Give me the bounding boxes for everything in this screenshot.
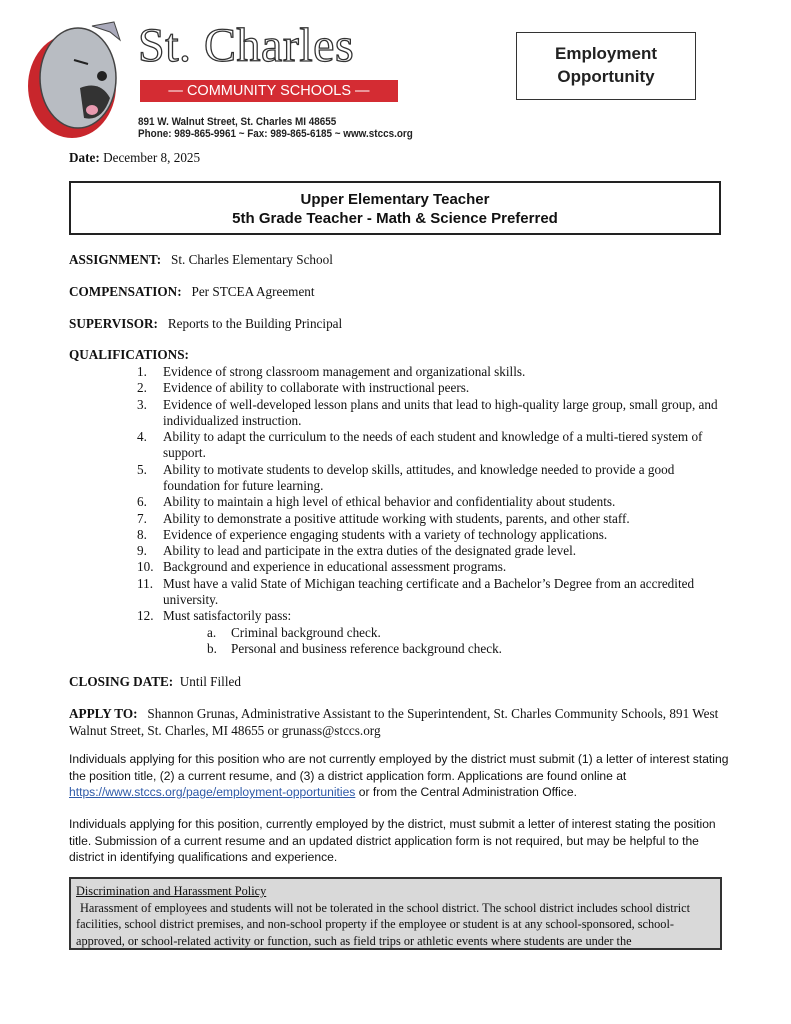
qualification-item <box>137 380 722 396</box>
item-number: 7. <box>137 511 147 526</box>
policy-text: Harassment of employees and students will not be tolerated in the school district. The school district includes school district facilities, school district premises, and non-school property if the employee or student is at any school-sponsored, school-approved, or school-related activity or function, such as field trips or athletic events where students are under the <box>76 900 691 948</box>
school-logo-title: St. Charles <box>138 19 355 72</box>
school-logo-subtitle: — COMMUNITY SCHOOLS — <box>140 80 398 102</box>
paragraph-text: Individuals applying for this position who are not currently employed by the district must submit (1) a letter of interest stating the position title, (2) a current resume, and (3) a district application form. Applications are found online at <box>69 752 729 783</box>
qualification-item <box>137 397 722 430</box>
item-text: Ability to lead and participate in the extra duties of the designated grade level. <box>163 543 577 558</box>
item-number: 1. <box>137 364 147 379</box>
date-value: December 8, 2025 <box>103 150 201 165</box>
item-text: Evidence of ability to collaborate with instructional peers. <box>163 380 470 395</box>
paragraph-text: or from the Central Administration Office. <box>355 785 577 799</box>
field-label: ASSIGNMENT: <box>69 252 162 267</box>
employment-opportunities-link[interactable]: https://www.stccs.org/page/employment-opportunities <box>69 785 356 799</box>
closing-date-field <box>69 674 241 690</box>
qualification-subitem <box>207 625 381 641</box>
qualification-item <box>137 527 722 543</box>
field-value: Reports to the Building Principal <box>167 316 343 331</box>
item-letter: a. <box>207 625 217 640</box>
job-title: Upper Elementary Teacher <box>300 191 490 208</box>
field-label: CLOSING DATE: <box>69 674 174 689</box>
badge-line: Opportunity <box>557 67 655 86</box>
apply-to-field <box>69 706 729 739</box>
qualification-item <box>137 576 722 609</box>
bulldog-mascot-logo <box>22 18 126 142</box>
qualifications-label <box>69 347 189 363</box>
external-applicants-paragraph <box>69 751 729 801</box>
item-letter: b. <box>207 641 217 656</box>
qualification-item <box>137 511 722 527</box>
qualification-subitem <box>207 641 502 657</box>
qualification-item <box>137 494 722 510</box>
item-number: 9. <box>137 543 147 558</box>
field-label: SUPERVISOR: <box>69 316 158 331</box>
item-text: Evidence of experience engaging students with a variety of technology applications. <box>163 527 608 542</box>
qualification-item <box>137 608 722 624</box>
item-number: 4. <box>137 429 147 444</box>
item-text: Ability to maintain a high level of ethical behavior and confidentiality about students. <box>163 494 616 509</box>
discrimination-policy-box <box>69 877 722 950</box>
item-text: Background and experience in educational assessment programs. <box>163 559 507 574</box>
job-title-box <box>69 181 721 235</box>
badge-line: Employment <box>554 44 658 63</box>
employment-opportunity-badge <box>516 32 696 100</box>
field-value: St. Charles Elementary School <box>170 252 333 267</box>
qualification-item <box>137 543 722 559</box>
address-line: 891 W. Walnut Street, St. Charles MI 48655 <box>138 116 337 128</box>
job-subtitle: 5th Grade Teacher - Math & Science Preferred <box>232 210 558 227</box>
contact-line: Phone: 989-865-9961 ~ Fax: 989-865-6185 ~ www.stccs.org <box>138 128 413 140</box>
item-text: Personal and business reference background check. <box>231 641 502 656</box>
item-text: Ability to adapt the curriculum to the needs of each student and knowledge of a multi-tiered system of support. <box>163 429 703 461</box>
item-number: 11. <box>137 576 153 591</box>
field-label: APPLY TO: <box>69 706 138 721</box>
supervisor-field <box>69 316 342 332</box>
field-label: QUALIFICATIONS: <box>69 347 189 362</box>
assignment-field <box>69 252 333 268</box>
item-number: 6. <box>137 494 147 509</box>
item-text: Criminal background check. <box>231 625 381 640</box>
field-value: Per STCEA Agreement <box>191 284 315 299</box>
item-text: Must have a valid State of Michigan teaching certificate and a Bachelor’s Degree from an accredited university. <box>163 576 695 608</box>
item-text: Must satisfactorily pass: <box>163 608 292 623</box>
item-number: 10. <box>137 559 154 574</box>
item-text: Ability to motivate students to develop skills, attitudes, and knowledge needed to provide a good foundation for future learning. <box>163 462 675 494</box>
field-label: COMPENSATION: <box>69 284 182 299</box>
school-address <box>138 116 413 140</box>
qualification-item <box>137 429 722 462</box>
item-text: Ability to demonstrate a positive attitude working with students, parents, and other staff. <box>163 511 630 526</box>
internal-applicants-paragraph: Individuals applying for this position, currently employed by the district, must submit a letter of interest stating the position title. Submission of a current resume and an updated district application form is not required, but may be helpful to the district in identifying qualifications and experience. <box>69 817 716 864</box>
item-number: 5. <box>137 462 147 477</box>
field-value: Shannon Grunas, Administrative Assistant to the Superintendent, St. Charles Community Schools, 891 West Walnut Street, St. Charles, MI 48655 or grunass@stccs.org <box>69 706 719 738</box>
item-number: 3. <box>137 397 147 412</box>
qualification-item <box>137 364 722 380</box>
item-text: Evidence of well-developed lesson plans and units that lead to high-quality large group, small group, and individualized instruction. <box>163 397 718 429</box>
qualification-item <box>137 559 722 575</box>
compensation-field <box>69 284 315 300</box>
item-number: 2. <box>137 380 147 395</box>
policy-heading: Discrimination and Harassment Policy <box>76 884 267 898</box>
item-number: 8. <box>137 527 147 542</box>
qualification-item <box>137 462 722 495</box>
item-number: 12. <box>137 608 154 623</box>
field-value: Until Filled <box>179 674 241 689</box>
date-line <box>69 150 200 166</box>
date-label: Date: <box>69 150 100 165</box>
item-text: Evidence of strong classroom management and organizational skills. <box>163 364 526 379</box>
